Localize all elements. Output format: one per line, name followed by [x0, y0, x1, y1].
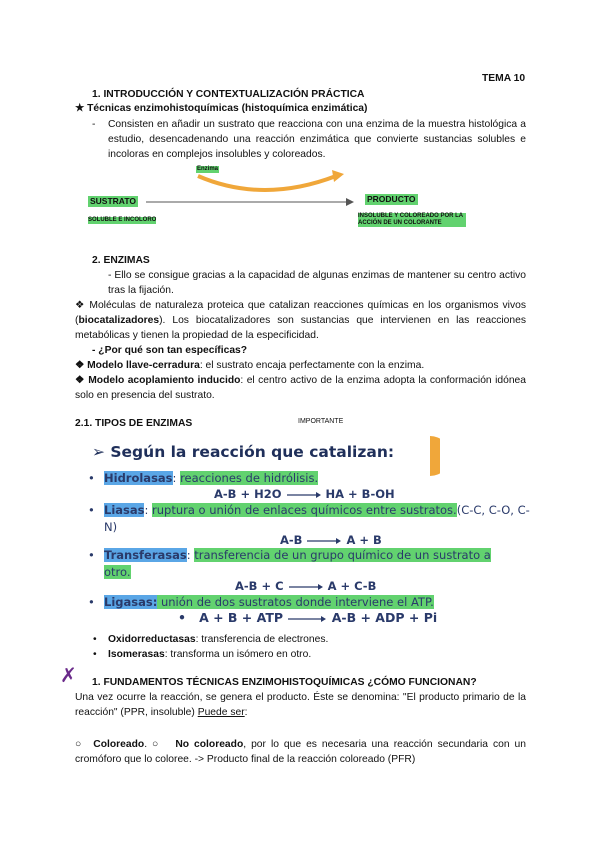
- bullet-ligasas: •: [88, 595, 95, 609]
- transferasas-item: Transferasas: transferencia de un grupo químico de un sustrato a otro.: [104, 548, 491, 579]
- section-1-title: 1. INTRODUCCIÓN Y CONTEXTUALIZACIÓN PRÁCTICA: [92, 89, 365, 100]
- producto-label: PRODUCTO: [367, 194, 416, 204]
- sustrato-sublabel: SOLUBLE E INCOLORO: [88, 217, 157, 223]
- oxidorreductasas-item: Oxidorreductasas: transferencia de electrones.: [108, 634, 329, 645]
- cross-mark-icon: ✗: [60, 663, 77, 687]
- section-1-bullet: Consisten en añadir un sustrato que reacciona con una enzima de la muestra histológica a estudio, desencadenando una reacción enzimática que convierte sustancias solubles e incoloras en complejos insolubles y coloreados.: [108, 119, 526, 160]
- isomerasas-item: Isomerasas: transforma un isómero en otro.: [108, 649, 312, 660]
- specificity-question: - ¿Por qué son tan específicas?: [92, 345, 248, 356]
- sustrato-label: SUSTRATO: [90, 196, 136, 206]
- lock-key-model: ❖ Modelo llave-cerradura: el sustrato encaja perfectamente con la enzima.: [75, 360, 425, 371]
- bullet-iso: •: [93, 649, 97, 660]
- orange-shape: [430, 436, 440, 478]
- section-21-title: 2.1. TIPOS DE ENZIMAS: [75, 418, 193, 429]
- bullet-transferasas: •: [88, 548, 95, 562]
- section-3-title: 1. FUNDAMENTOS TÉCNICAS ENZIMOHISTOQUÍMICAS ¿CÓMO FUNCIONAN?: [92, 677, 477, 688]
- eq1-arrow: [286, 491, 322, 499]
- hidrolasas-item: Hidrolasas: reacciones de hidrólisis.: [104, 471, 319, 485]
- dash-bullet: -: [92, 119, 96, 130]
- equation-hidrolasas: A-B + H2O HA + B-OH: [214, 487, 395, 501]
- tema-label: TEMA 10: [482, 73, 526, 84]
- bullet-oxido: •: [93, 634, 97, 645]
- section-2-paragraph: ❖ Moléculas de naturaleza proteica que catalizan reacciones químicas en los organismos vivos (biocatalizadores). Los biocatalizadores son sustancias que intervienen en las reacciones metabólicas y tienen la propiedad de la especificidad.: [75, 300, 526, 341]
- section-1-subtitle: ★ Técnicas enzimohistoquímicas (histoquímica enzimática): [75, 103, 368, 114]
- equation-ligasas: • A + B + ATP A-B + ADP + Pi: [178, 610, 438, 625]
- enzima-label: Enzima: [197, 166, 219, 172]
- enzyme-curve-arrowhead: [332, 170, 344, 182]
- section-2-bullet: - Ello se consigue gracias a la capacidad de algunas enzimas de mantener su centro activo tras la fijación.: [108, 270, 526, 296]
- eq3-arrow: [288, 583, 324, 591]
- ligasas-item: Ligasas: unión de dos sustratos donde interviene el ATP.: [104, 595, 434, 609]
- reaction-diagram: [78, 162, 478, 234]
- eq4-arrow: [287, 615, 327, 623]
- reaction-heading: ➢ Según la reacción que catalizan:: [92, 443, 395, 461]
- bullet-liasas: •: [88, 503, 95, 517]
- bullet-hidrolasas: •: [88, 471, 95, 485]
- induced-fit-model: ❖ Modelo acoplamiento inducido: el centro activo de la enzima adopta la conformación idónea solo en presencia del sustrato.: [75, 375, 526, 401]
- importante-note: IMPORTANTE: [298, 418, 344, 425]
- section-3-paragraph: Una vez ocurre la reacción, se genera el producto. Éste se denomina: "El producto primario de la reacción" (PPR, insoluble) Puede ser:: [75, 692, 526, 718]
- liasas-item: Liasas: ruptura o unión de enlaces químicos entre sustratos.(C-C, C-O, C-N): [104, 503, 530, 534]
- section-2-title: 2. ENZIMAS: [92, 255, 150, 266]
- producto-sublabel: INSOLUBLE Y COLOREADO POR LA ACCIÓN DE UN COLORANTE: [358, 213, 466, 227]
- section-3-types: ○ Coloreado. ○ No coloreado, por lo que es necesaria una reacción secundaria con un cromóforo que lo coloree. -> Producto final de la reacción coloreado (PFR): [75, 739, 526, 765]
- equation-liasas: A-B A + B: [280, 533, 382, 547]
- main-arrowhead: [346, 198, 354, 206]
- enzyme-curve-arrow: [198, 176, 336, 190]
- equation-transferasas: A-B + C A + C-B: [235, 579, 377, 593]
- eq2-arrow: [306, 537, 342, 545]
